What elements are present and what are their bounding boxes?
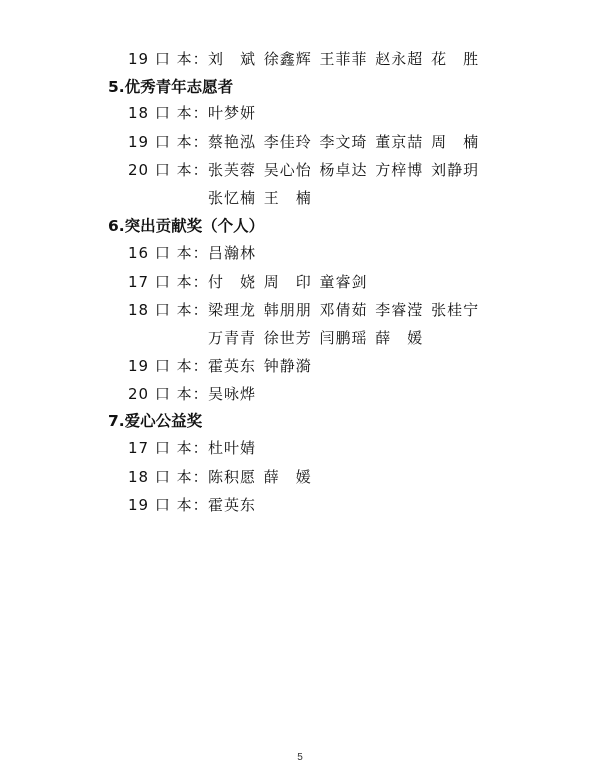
grade-label: 18 口 本： — [128, 301, 209, 319]
grade-label: 19 口 本： — [128, 357, 209, 375]
name-list: 张芙蓉 吴心怡 杨卓达 方梓博 刘静玥 — [208, 161, 480, 179]
grade-label: 19 口 本： — [128, 133, 209, 151]
grade-label: 19 口 本： — [128, 50, 209, 68]
page-number: 5 — [297, 752, 303, 763]
grade-label: 18 口 本： — [128, 104, 209, 122]
grade-label: 17 口 本： — [128, 439, 209, 457]
grade-label: 20 口 本： — [128, 161, 209, 179]
name-list: 万青青 徐世芳 闫鹏瑶 薛 媛 — [208, 329, 424, 347]
name-list: 陈积愿 薛 媛 — [208, 468, 312, 486]
grade-label: 20 口 本： — [128, 385, 209, 403]
name-list: 叶梦妍 — [208, 104, 257, 122]
name-list: 付 娆 周 印 童睿剑 — [208, 273, 368, 291]
grade-label: 19 口 本： — [128, 496, 209, 514]
section-heading: 5.优秀青年志愿者 — [108, 78, 234, 96]
name-list: 刘 斌 徐鑫辉 王菲菲 赵永超 花 胜 — [208, 50, 480, 68]
section-heading: 7.爱心公益奖 — [108, 412, 203, 430]
name-list: 蔡艳泓 李佳玲 李文琦 董京喆 周 楠 — [208, 133, 480, 151]
grade-label: 16 口 本： — [128, 244, 209, 262]
grade-label: 18 口 本： — [128, 468, 209, 486]
name-list: 吕瀚林 — [208, 244, 257, 262]
name-list: 吴咏烨 — [208, 385, 257, 403]
name-list: 霍英东 钟静漪 — [208, 357, 312, 375]
name-list: 张忆楠 王 楠 — [208, 189, 312, 207]
name-list: 梁理龙 韩朋朋 邓倩茹 李睿滢 张桂宁 — [208, 301, 480, 319]
name-list: 霍英东 — [208, 496, 257, 514]
grade-label: 17 口 本： — [128, 273, 209, 291]
name-list: 杜叶婧 — [208, 439, 257, 457]
section-heading: 6.突出贡献奖（个人） — [108, 217, 265, 235]
